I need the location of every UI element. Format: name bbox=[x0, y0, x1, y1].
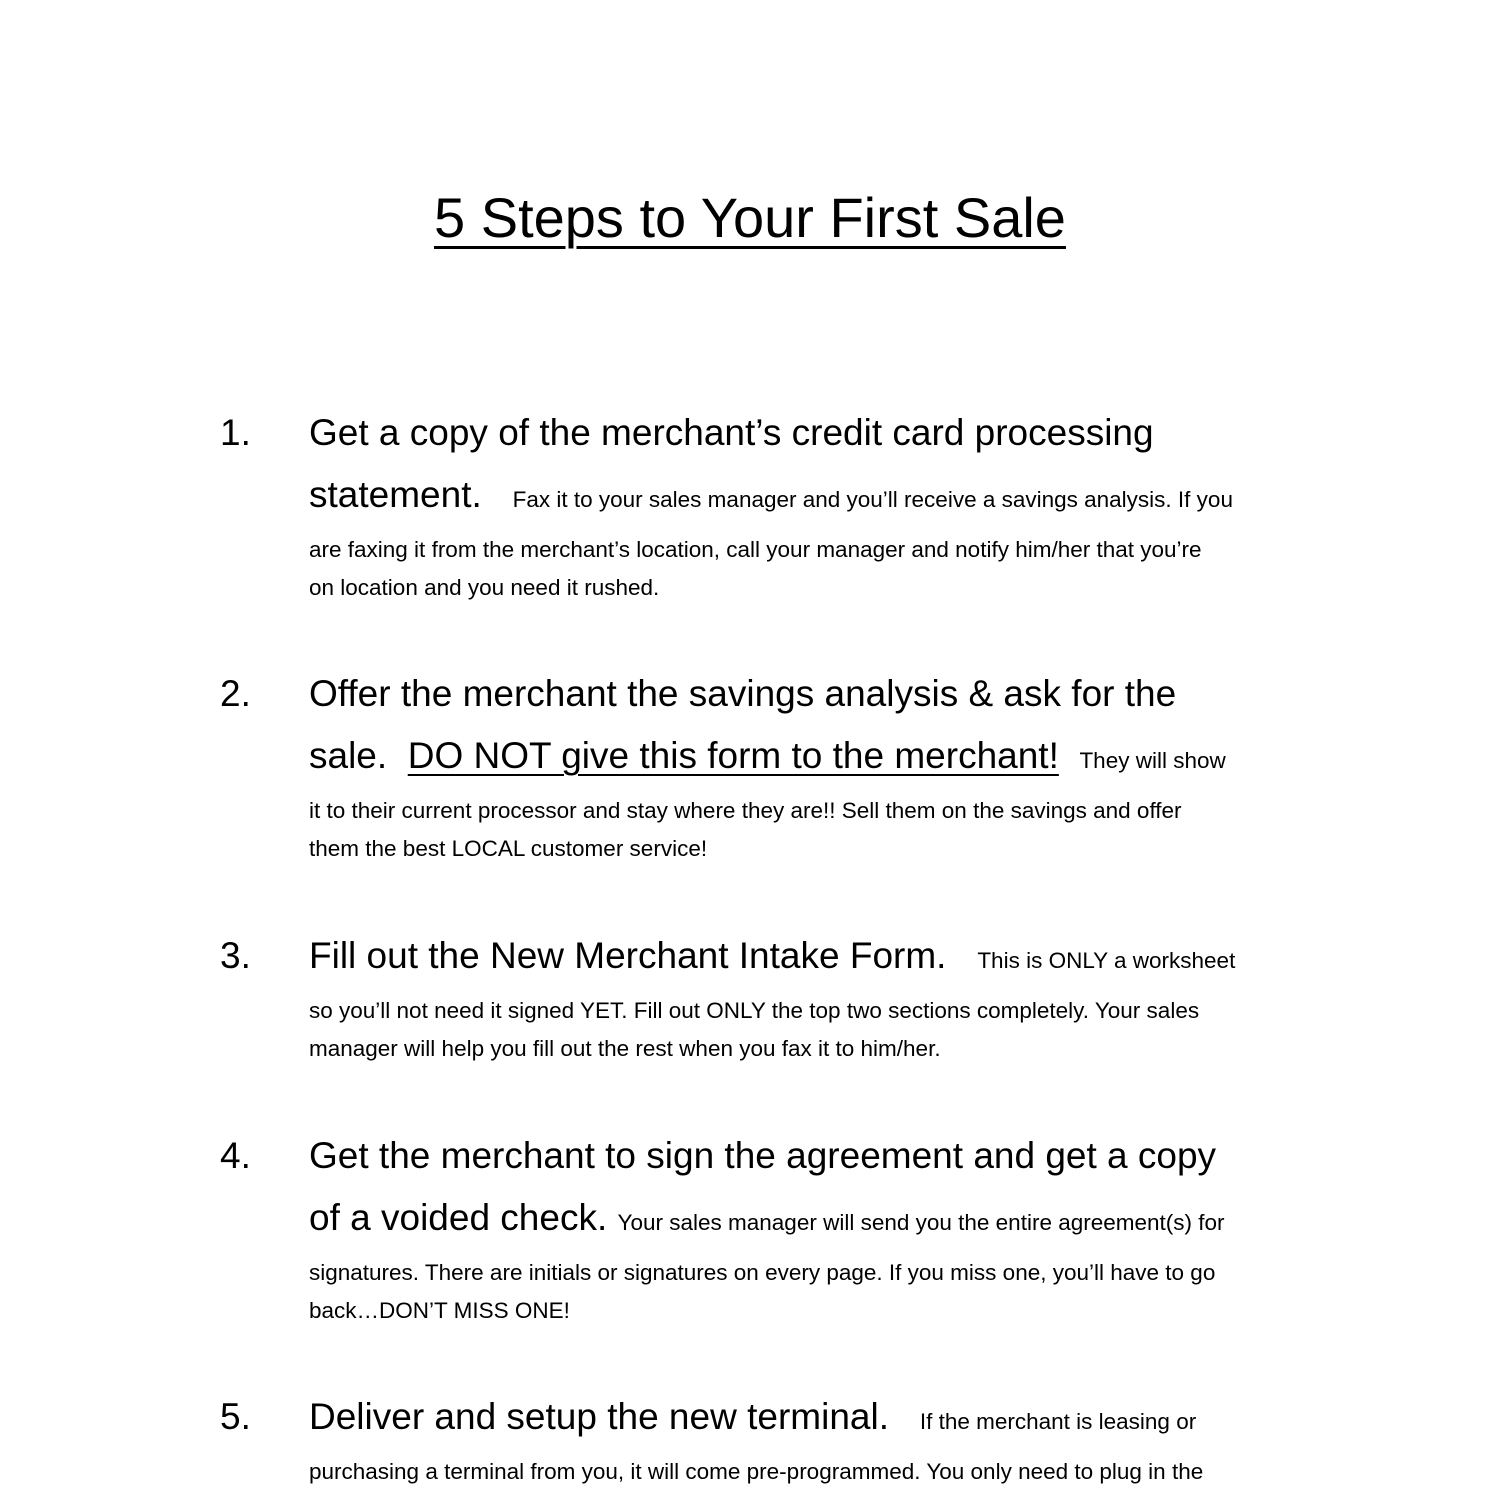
step-heading-text: of a voided check. bbox=[309, 1197, 608, 1238]
step-heading-text: Deliver and setup the new terminal. bbox=[309, 1396, 889, 1437]
warning-text: DO NOT give this form to the merchant! bbox=[407, 735, 1059, 776]
step-heading-line bbox=[309, 925, 1319, 992]
step-detail-text: Fax it to your sales manager and you’ll receive a savings analysis. If you bbox=[512, 487, 1233, 512]
step-heading-text: sale. bbox=[309, 735, 388, 776]
step-detail-line: back…DON’T MISS ONE! bbox=[309, 1298, 570, 1323]
step-detail-line: it to their current processor and stay where they are!! Sell them on the savings and offer bbox=[309, 798, 1182, 823]
step-heading-line bbox=[309, 1386, 1319, 1453]
step-detail-line: manager will help you fill out the rest when you fax it to him/her. bbox=[309, 1036, 941, 1061]
step-heading-line bbox=[309, 725, 1319, 792]
step-detail-text: This is ONLY a worksheet bbox=[977, 948, 1236, 973]
step-detail-line: them the best LOCAL customer service! bbox=[309, 836, 708, 861]
step-detail-line: are faxing it from the merchant’s location, call your manager and notify him/her that you’re bbox=[309, 537, 1202, 562]
step-heading-line bbox=[309, 464, 1319, 531]
step-heading-line: Get a copy of the merchant’s credit card processing bbox=[309, 412, 1154, 453]
step-detail-text: Your sales manager will send you the entire agreement(s) for bbox=[617, 1210, 1225, 1235]
step-body bbox=[309, 663, 1319, 868]
page-title bbox=[0, 182, 1500, 254]
step-body bbox=[309, 1386, 1319, 1491]
step-number: 4. bbox=[220, 1135, 251, 1176]
step-body bbox=[309, 925, 1319, 1068]
step-heading-line: Offer the merchant the savings analysis & ask for the bbox=[309, 673, 1177, 714]
page-title-text: 5 Steps to Your First Sale bbox=[434, 186, 1066, 249]
step-body bbox=[309, 1125, 1319, 1330]
step-detail-text: They will show bbox=[1079, 748, 1226, 773]
step-heading-text: statement. bbox=[309, 474, 482, 515]
step-detail-line: signatures. There are initials or signatures on every page. If you miss one, you’ll have to go bbox=[309, 1260, 1216, 1285]
step-heading-line: Get the merchant to sign the agreement and get a copy bbox=[309, 1135, 1217, 1176]
step-heading-line bbox=[309, 1187, 1319, 1254]
step-number: 5. bbox=[220, 1396, 251, 1437]
step-detail-text: If the merchant is leasing or bbox=[919, 1409, 1197, 1434]
step-detail-line: purchasing a terminal from you, it will come pre-programmed. You only need to plug in the bbox=[309, 1459, 1204, 1484]
step-number: 3. bbox=[220, 935, 251, 976]
step-detail-line: so you’ll not need it signed YET. Fill out ONLY the top two sections completely. Your sales bbox=[309, 998, 1200, 1023]
step-number: 2. bbox=[220, 673, 251, 714]
step-number: 1. bbox=[220, 412, 251, 453]
step-detail-line: on location and you need it rushed. bbox=[309, 575, 660, 600]
step-body bbox=[309, 402, 1319, 607]
step-heading-text: Fill out the New Merchant Intake Form. bbox=[309, 935, 947, 976]
